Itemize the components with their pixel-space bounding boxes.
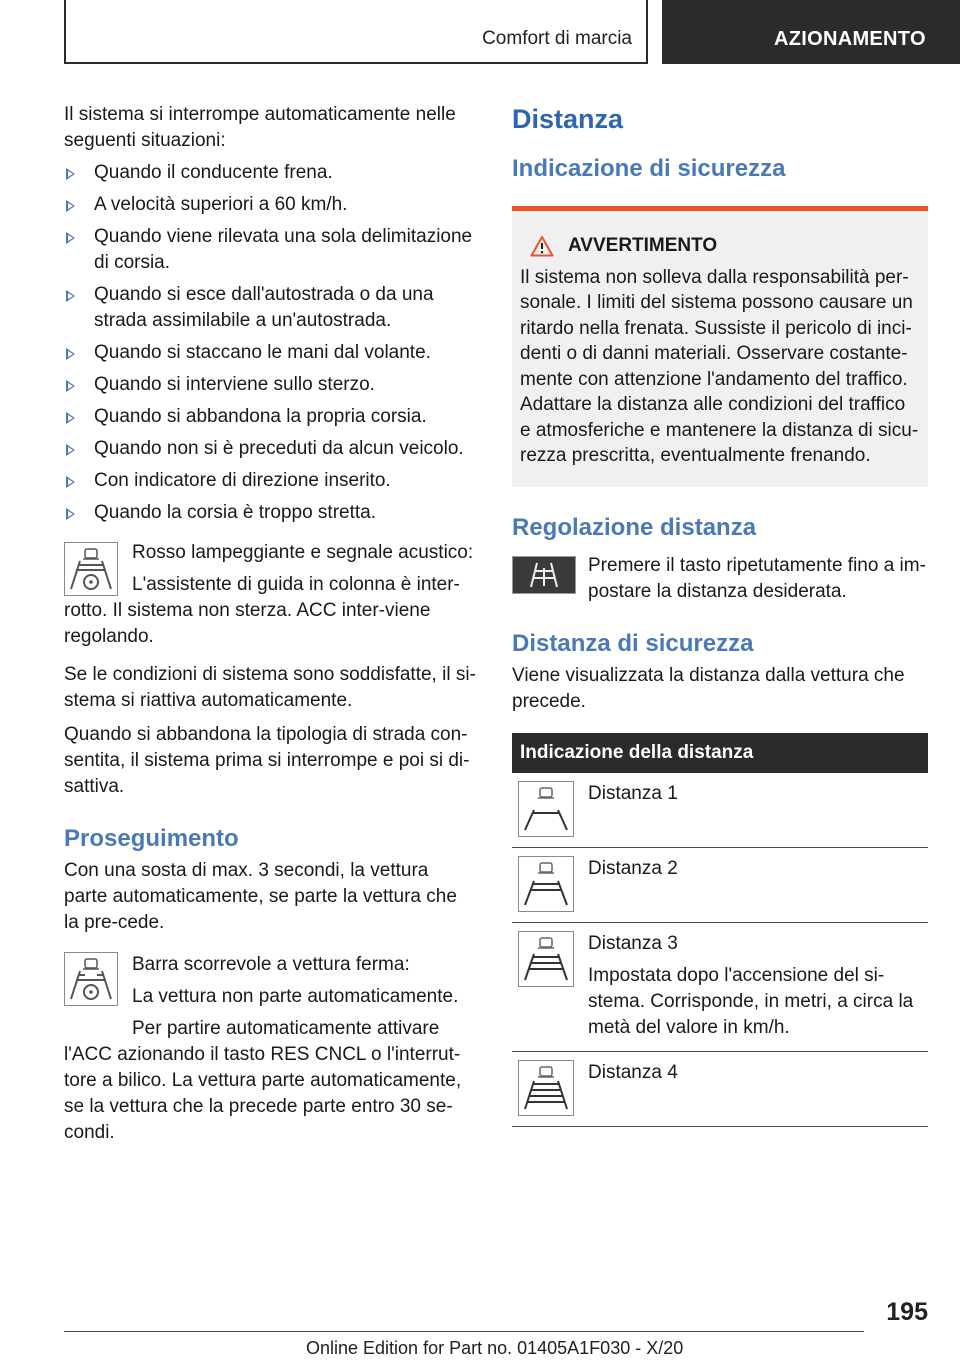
distance-note: Impostata dopo l'accensione del si-stema. Corrisponde, in metri, a circa la metà del valore in km/h.: [588, 964, 914, 1038]
list-item: Quando si staccano le mani dal volante.: [64, 340, 476, 366]
table-row: [512, 773, 928, 848]
list-item: Quando si abbandona la propria corsia.: [64, 404, 476, 430]
list-item: Quando il conducente frena.: [64, 160, 476, 186]
interrupt-indicator-block: [64, 540, 476, 650]
bullet-list: [64, 160, 476, 526]
list-item: Con indicatore di direzione inserito.: [64, 468, 476, 494]
page-number: 195: [886, 1298, 928, 1326]
list-item: Quando si esce dall'autostrada o da una strada assimilabile a un'autostrada.: [64, 282, 476, 334]
table-row: [512, 1052, 928, 1127]
header-chapter-title: AZIONAMENTO: [774, 28, 926, 50]
regolazione-text: Premere il tasto ripetutamente fino a im-postare la distanza desiderata.: [588, 554, 926, 602]
triangle-bullet-icon: [66, 444, 75, 456]
triangle-bullet-icon: [66, 412, 75, 424]
distance-label: Distanza 4: [588, 1061, 678, 1083]
section-title-distanza: Distanza: [512, 104, 624, 134]
triangle-bullet-icon: [66, 476, 75, 488]
interrupt-indicator-text: L'assistente di guida in colonna è inter-rotto. Il sistema non sterza. ACC inter-viene regolando.: [64, 574, 460, 647]
left-column: [64, 102, 476, 1146]
right-column: [512, 102, 928, 1127]
section-heading-distanza-sicurezza: Distanza di sicurezza: [512, 629, 754, 657]
distanza-sicurezza-text: Viene visualizzata la distanza dalla vettura che precede.: [512, 664, 905, 712]
triangle-bullet-icon: [66, 508, 75, 520]
list-item: Quando non si è preceduti da alcun veicolo.: [64, 436, 476, 462]
distance-4-icon: [518, 1060, 574, 1116]
triangle-bullet-icon: [66, 232, 75, 244]
triangle-bullet-icon: [66, 168, 75, 180]
footer-edition: Online Edition for Part no. 01405A1F030 - X/20: [306, 1338, 684, 1358]
standstill-indicator-block: [64, 952, 476, 1146]
standstill-bar-icon: [64, 952, 118, 1006]
list-item: Quando la corsia è troppo stretta.: [64, 500, 476, 526]
subsection-title-sicurezza: Indicazione di sicurezza: [512, 155, 786, 182]
intro-text: Il sistema si interrompe automaticamente nelle seguenti situazioni:: [64, 104, 456, 151]
distance-3-icon: [518, 931, 574, 987]
footer-divider: [64, 1331, 864, 1332]
list-item: A velocità superiori a 60 km/h.: [64, 192, 476, 218]
triangle-bullet-icon: [66, 200, 75, 212]
distance-button-block: [512, 553, 928, 605]
proseguimento-text: Con una sosta di max. 3 secondi, la vettura parte automaticamente, se parte la vettura che la pre-cede.: [64, 860, 457, 933]
warning-triangle-icon: [530, 235, 554, 257]
distance-2-icon: [518, 856, 574, 912]
header-section-title: Comfort di marcia: [482, 28, 632, 49]
header-section-box: [64, 0, 648, 64]
section-heading-proseguimento: Proseguimento: [64, 825, 239, 852]
warning-title: AVVERTIMENTO: [568, 235, 718, 256]
distance-label: Distanza 2: [588, 857, 678, 879]
standstill-instructions-text: Per partire automaticamente attivare l'ACC azionando il tasto RES CNCL o l'interrut-tore a bilico. La vettura parte automaticamente, se la vettura che la precede parte entro 30 se-condi.: [64, 1018, 462, 1143]
standstill-indicator-title: Barra scorrevole a vettura ferma:: [132, 954, 410, 975]
distance-button-icon: [512, 556, 576, 594]
standstill-indicator-text: La vettura non parte automaticamente.: [132, 986, 459, 1007]
section-heading-regolazione: Regolazione distanza: [512, 513, 757, 541]
distance-label: Distanza 1: [588, 782, 678, 804]
distance-label: Distanza 3: [588, 932, 678, 954]
list-item: Quando viene rilevata una sola delimitazione di corsia.: [64, 224, 476, 276]
steering-assist-interrupted-icon: [64, 542, 118, 596]
table-row: [512, 923, 928, 1052]
warning-text: Il sistema non solleva dalla responsabilità per-sonale. I limiti del sistema possono causare un ritardo nella frenata. Sussiste il pericolo di inci-denti o di danni materiali. Osservare costante-mente con attenzione l'andamento del traffico. Adattare la distanza alle condizioni del traffico e atmosferiche e mantenere la distanza di sicu-rezza prescritta, eventualmente frenando.: [520, 266, 919, 466]
interrupt-indicator-title: Rosso lampeggiante e segnale acustico:: [132, 542, 474, 563]
deactivation-text: Quando si abbandona la tipologia di strada con-sentita, il sistema prima si interrompe e poi si di-sattiva.: [64, 724, 470, 797]
distance-table-header: Indicazione della distanza: [512, 733, 928, 773]
triangle-bullet-icon: [66, 348, 75, 360]
reactivation-text: Se le condizioni di sistema sono soddisfatte, il si-stema si riattiva automaticamente.: [64, 664, 476, 711]
header-chapter-tab: [662, 0, 960, 64]
triangle-bullet-icon: [66, 290, 75, 302]
distance-1-icon: [518, 781, 574, 837]
warning-box: [512, 206, 928, 487]
table-row: [512, 848, 928, 923]
warning-title-row: [530, 233, 920, 259]
triangle-bullet-icon: [66, 380, 75, 392]
list-item: Quando si interviene sullo sterzo.: [64, 372, 476, 398]
